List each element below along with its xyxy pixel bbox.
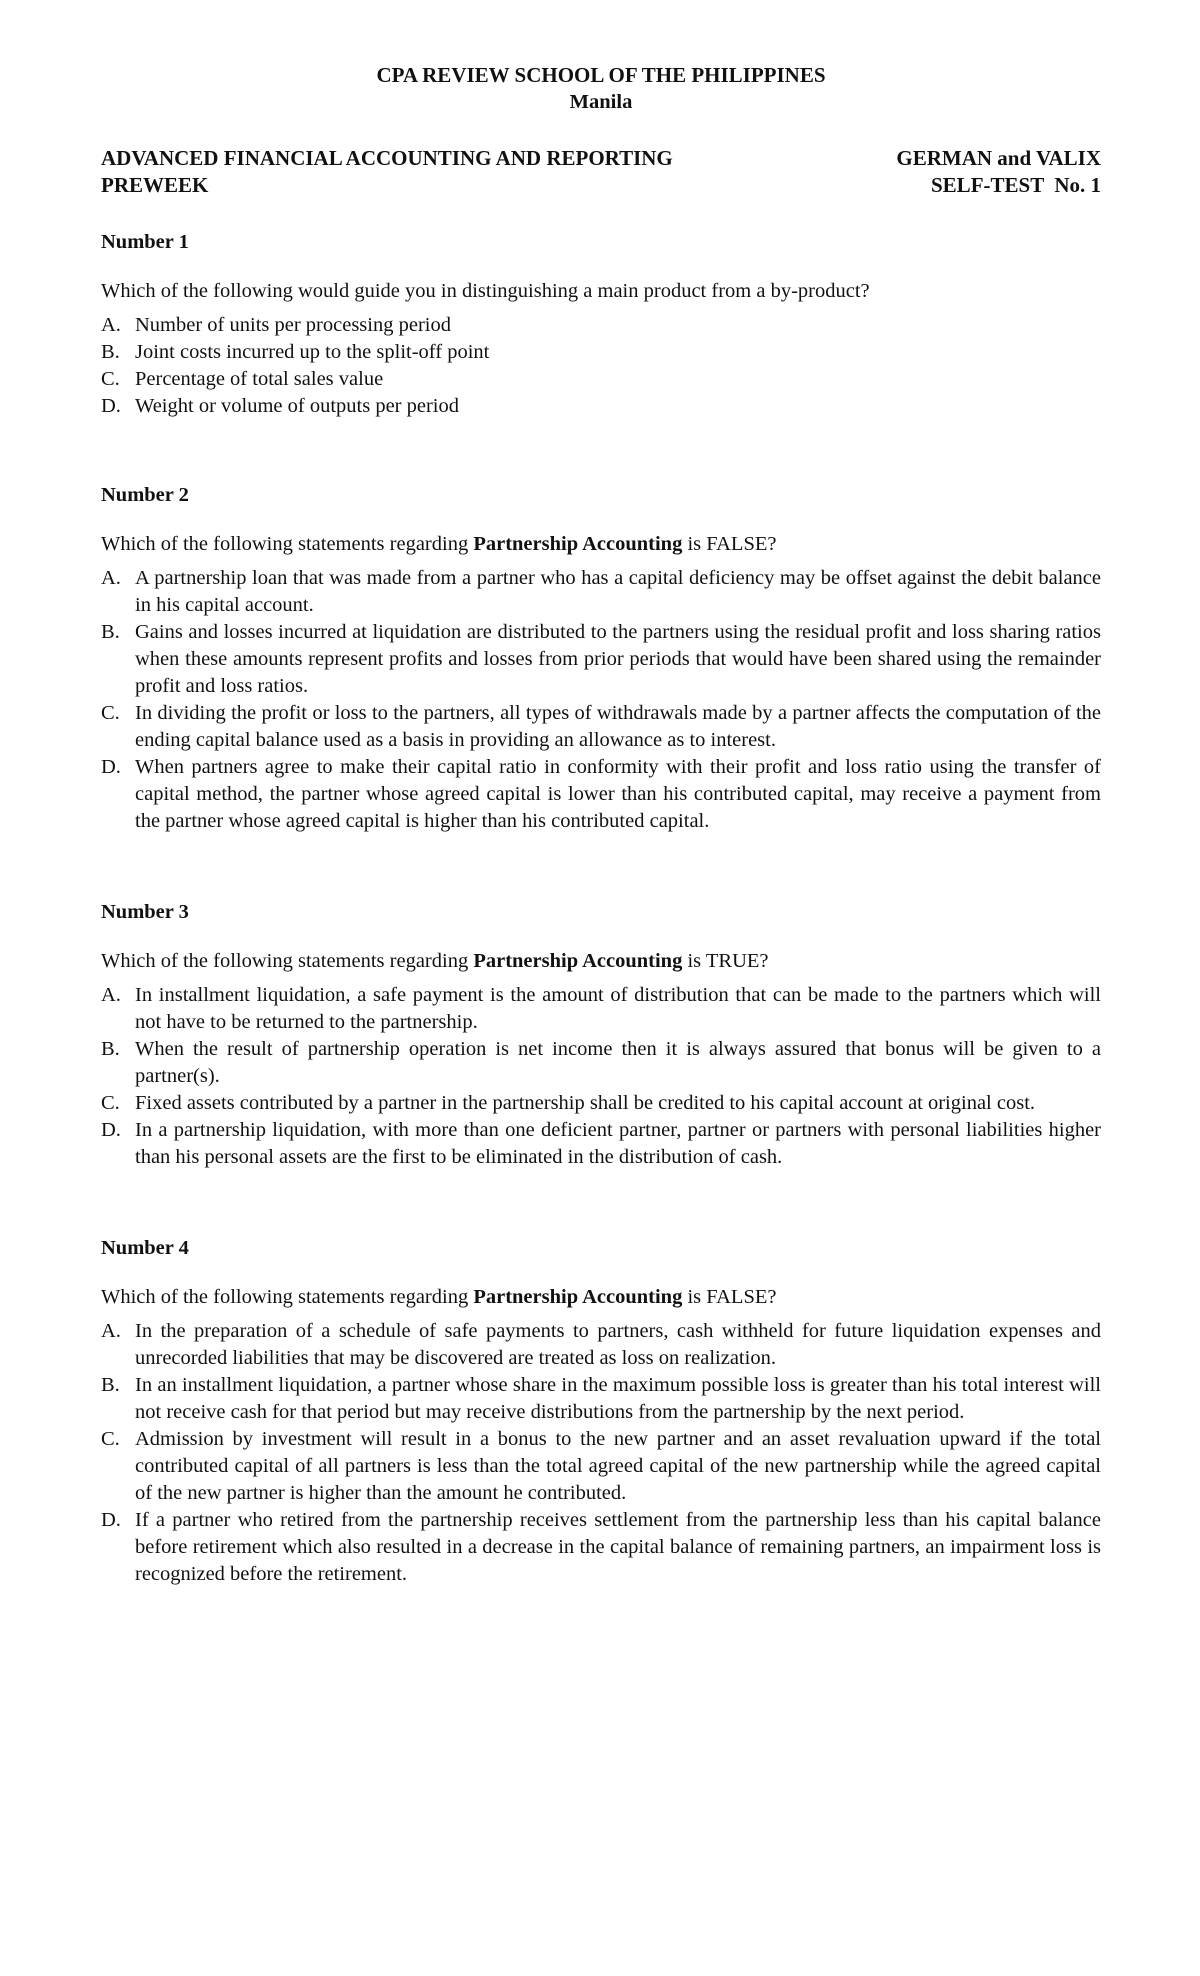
option-letter: B. — [101, 1038, 120, 1060]
question-3 — [101, 899, 1101, 1171]
option-b — [101, 1372, 1101, 1426]
spacer — [101, 1171, 1101, 1205]
option-list — [101, 1318, 1101, 1588]
question-number: Number 3 — [101, 901, 189, 923]
option-letter: A. — [101, 314, 121, 336]
question-number: Number 2 — [101, 484, 189, 506]
option-text: Gains and losses incurred at liquidation are distributed to the partners using the residual profit and loss sharing ratios when these amounts represent profits and losses from prior periods that would have been shared using the remainder profit and loss ratios. — [135, 621, 1101, 697]
option-b — [101, 619, 1101, 700]
course-subject: ADVANCED FINANCIAL ACCOUNTING AND REPORTING — [101, 146, 673, 170]
option-d — [101, 393, 1101, 420]
option-a — [101, 1318, 1101, 1372]
test-number: SELF-TEST No. 1 — [931, 173, 1101, 197]
option-letter: B. — [101, 621, 120, 643]
option-c — [101, 700, 1101, 754]
option-text: When the result of partnership operation is net income then it is always assured that bonus will be given to a partner(s). — [135, 1038, 1101, 1087]
option-text: Fixed assets contributed by a partner in the partnership shall be credited to his capital account at original cost. — [135, 1092, 1036, 1114]
option-a — [101, 982, 1101, 1036]
option-d — [101, 1507, 1101, 1588]
option-text: In an installment liquidation, a partner whose share in the maximum possible loss is greater than his total interest will not receive cash for that period but may receive distributions from the partnership by the next period. — [135, 1374, 1101, 1423]
option-a — [101, 312, 1101, 339]
option-text: When partners agree to make their capital ratio in conformity with their profit and loss ratio using the transfer of capital method, the partner whose agreed capital is lower than his contributed capital, may receive a payment from the partner whose agreed capital is higher than his contributed capital. — [135, 756, 1101, 832]
question-1 — [101, 229, 1101, 420]
question-stem — [101, 948, 1101, 974]
option-letter: C. — [101, 702, 120, 724]
stem-emphasis: Partnership Accounting — [473, 1286, 683, 1308]
question-stem — [101, 1284, 1101, 1310]
course-header — [101, 145, 1101, 199]
option-list — [101, 982, 1101, 1171]
stem-text-end: is FALSE? — [682, 1286, 777, 1308]
option-c — [101, 1090, 1101, 1117]
option-letter: A. — [101, 984, 121, 1006]
option-text: In the preparation of a schedule of safe payments to partners, cash withheld for future liquidation expenses and unrecorded liabilities that may be discovered are treated as loss on realization. — [135, 1320, 1101, 1369]
option-text: Percentage of total sales value — [135, 368, 384, 390]
option-letter: D. — [101, 1119, 121, 1141]
option-letter: C. — [101, 368, 120, 390]
document-title — [101, 62, 1101, 116]
option-letter: D. — [101, 756, 121, 778]
question-2 — [101, 482, 1101, 835]
stem-text-end: is FALSE? — [682, 533, 777, 555]
course-info — [101, 145, 673, 199]
school-name: CPA REVIEW SCHOOL OF THE PHILIPPINES — [376, 63, 826, 87]
spacer — [101, 835, 1101, 869]
option-letter: C. — [101, 1092, 120, 1114]
option-text: Weight or volume of outputs per period — [135, 395, 460, 417]
option-list — [101, 312, 1101, 420]
question-number: Number 1 — [101, 231, 189, 253]
option-d — [101, 754, 1101, 835]
option-c — [101, 1426, 1101, 1507]
option-letter: A. — [101, 1320, 121, 1342]
option-letter: D. — [101, 395, 121, 417]
option-d — [101, 1117, 1101, 1171]
stem-text: Which of the following would guide you in distinguishing a main product from a by-product? — [101, 280, 870, 302]
stem-text-end: is TRUE? — [682, 950, 769, 972]
school-city: Manila — [569, 91, 633, 113]
question-stem — [101, 531, 1101, 557]
question-stem — [101, 278, 1101, 304]
question-number: Number 4 — [101, 1237, 189, 1259]
option-text: Number of units per processing period — [135, 314, 451, 336]
authors: GERMAN and VALIX — [896, 146, 1101, 170]
option-text: A partnership loan that was made from a partner who has a capital deficiency may be offset against the debit balance in his capital account. — [135, 567, 1101, 616]
stem-text: Which of the following statements regarding — [101, 950, 474, 972]
option-text: If a partner who retired from the partnership receives settlement from the partnership less than his capital balance before retirement which also resulted in a decrease in the capital balance of remaining partners, an impairment loss is recognized before the retirement. — [135, 1509, 1101, 1585]
test-info — [896, 145, 1101, 199]
option-list — [101, 565, 1101, 835]
question-4 — [101, 1235, 1101, 1588]
option-letter: B. — [101, 1374, 120, 1396]
option-b — [101, 339, 1101, 366]
option-letter: D. — [101, 1509, 121, 1531]
stem-emphasis: Partnership Accounting — [473, 533, 683, 555]
option-text: Joint costs incurred up to the split-off point — [135, 341, 490, 363]
option-c — [101, 366, 1101, 393]
option-text: Admission by investment will result in a bonus to the new partner and an asset revaluation upward if the total contributed capital of all partners is less than the total agreed capital of the new partnership while the agreed capital of the new partner is higher than the amount he contributed. — [135, 1428, 1101, 1504]
option-text: In installment liquidation, a safe payment is the amount of distribution that can be made to the partners which will not have to be returned to the partnership. — [135, 984, 1101, 1033]
option-letter: C. — [101, 1428, 120, 1450]
option-text: In a partnership liquidation, with more than one deficient partner, partner or partners with personal liabilities higher than his personal assets are the first to be eliminated in the distribution of cash. — [135, 1119, 1101, 1168]
spacer — [101, 420, 1101, 452]
option-letter: B. — [101, 341, 120, 363]
option-letter: A. — [101, 567, 121, 589]
option-text: In dividing the profit or loss to the partners, all types of withdrawals made by a partner affects the computation of the ending capital balance used as a basis in providing an allowance as to interest. — [135, 702, 1101, 751]
option-a — [101, 565, 1101, 619]
stem-text: Which of the following statements regarding — [101, 1286, 474, 1308]
stem-emphasis: Partnership Accounting — [473, 950, 683, 972]
course-session: PREWEEK — [101, 173, 209, 197]
option-b — [101, 1036, 1101, 1090]
stem-text: Which of the following statements regarding — [101, 533, 474, 555]
